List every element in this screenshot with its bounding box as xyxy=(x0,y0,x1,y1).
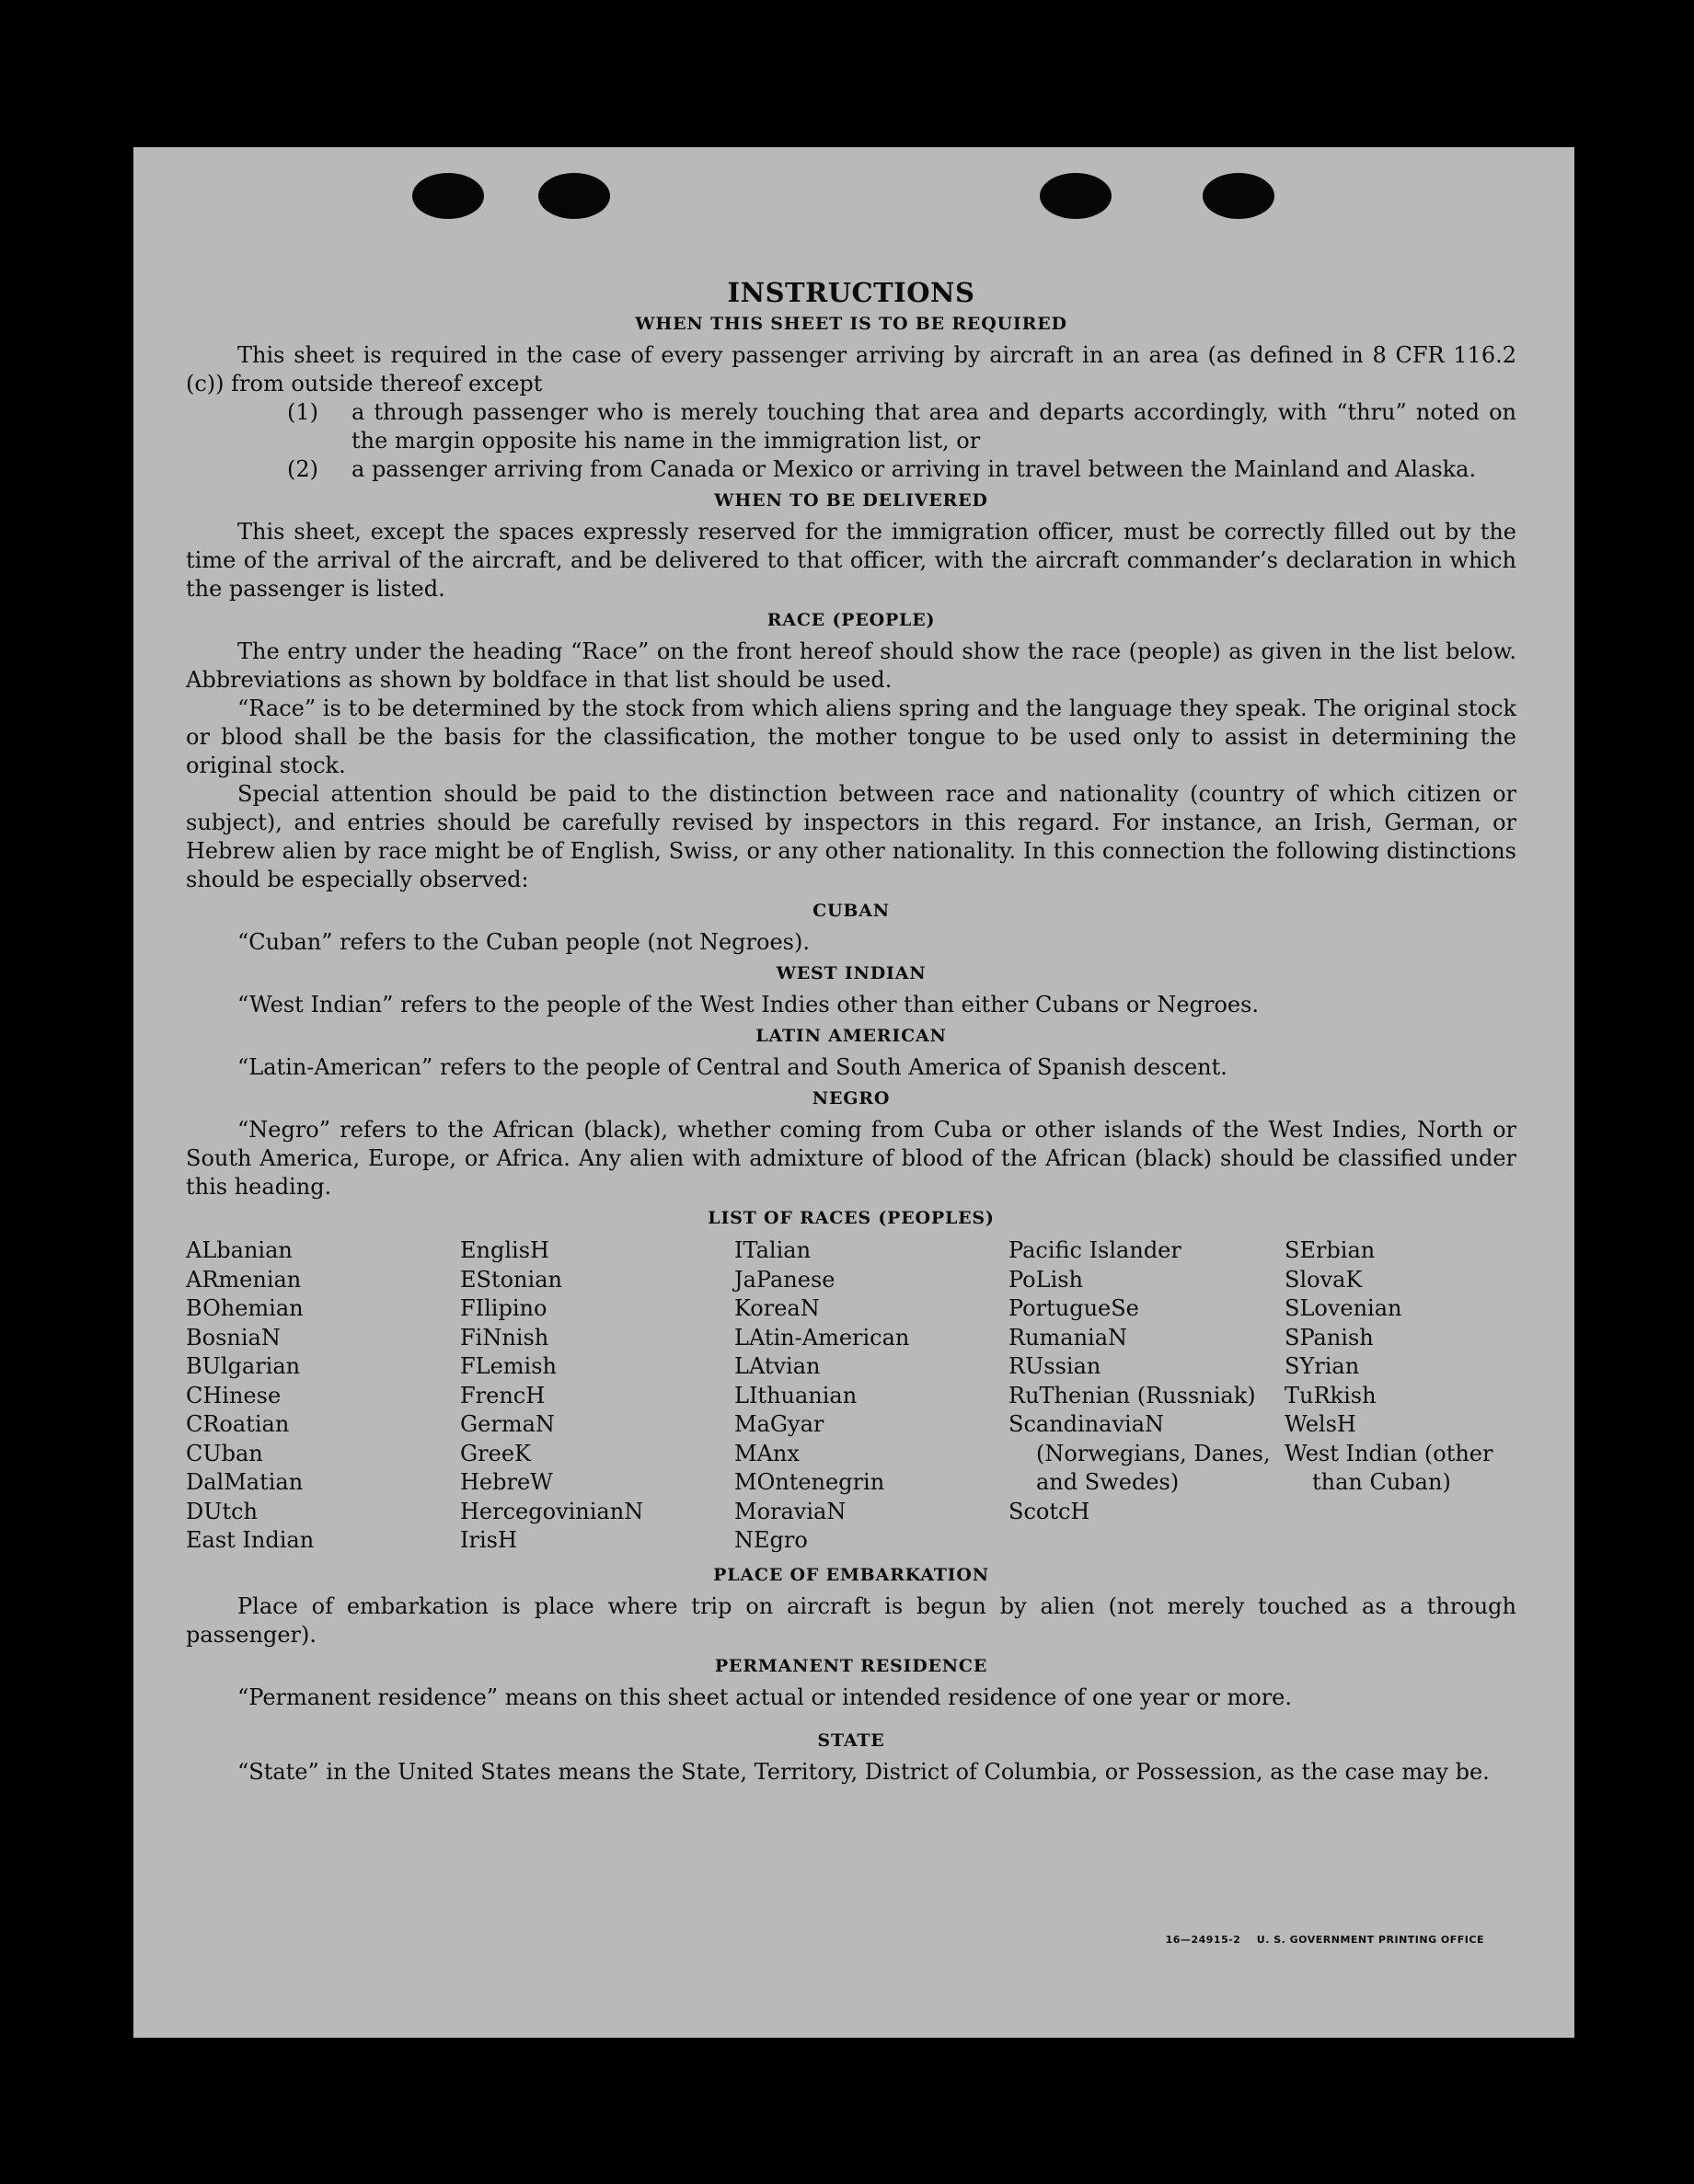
race-item: HercegovinianN xyxy=(460,1498,644,1524)
race-column-4 xyxy=(1008,1236,1285,1556)
printer-name: U. S. GOVERNMENT PRINTING OFFICE xyxy=(1256,1934,1484,1946)
race-item: LIthuanian xyxy=(734,1382,858,1408)
delivered-paragraph: This sheet, except the spaces expressly reserved for the immigration officer, must be correctly filled out by the time of the arrival of the aircraft, and be delivered to that officer, with the aircraft commander’s declaration in which the passenger is listed. xyxy=(186,519,1516,602)
section-heading-residence: PERMANENT RESIDENCE xyxy=(714,1655,988,1676)
race-item: ScandinaviaN (Norwegians, Danes, and Swedes) xyxy=(1008,1411,1271,1495)
race-item: FLemish xyxy=(460,1353,557,1379)
document-sheet xyxy=(133,147,1574,2038)
race-item: Pacific Islander xyxy=(1008,1237,1181,1263)
race-item: West Indian (other than Cuban) xyxy=(1285,1440,1493,1495)
race-item: SYrian xyxy=(1285,1353,1360,1379)
negro-paragraph: “Negro” refers to the African (black), whether coming from Cuba or other islands of the West Indies, North or South America, Europe, or Africa. Any alien with admixture of blood of the African (black) should be classified under this heading. xyxy=(186,1117,1516,1200)
race-item: NEgro xyxy=(734,1527,808,1553)
race-item: LAtvian xyxy=(734,1353,821,1379)
race-item: JaPanese xyxy=(734,1266,835,1293)
race-paragraph-3: Special attention should be paid to the distinction between race and nationality (country of which citizen or subject), and entries should be carefully revised by inspectors in this regard. For instance, an Irish, German, or Hebrew alien by race might be of English, Swiss, or any other nationality. In this connection the following distinctions should be especially observed: xyxy=(186,781,1516,892)
race-item: ScotcH xyxy=(1008,1498,1090,1524)
exception-item xyxy=(186,398,1516,455)
race-item: ARmenian xyxy=(186,1266,302,1293)
race-item: EnglisH xyxy=(460,1237,549,1263)
race-item: WelsH xyxy=(1285,1411,1356,1437)
race-column-3 xyxy=(734,1236,1008,1556)
race-item: CRoatian xyxy=(186,1411,290,1437)
race-paragraph-2: “Race” is to be determined by the stock from which aliens spring and the language they speak. The original stock or blood shall be the basis for the classification, the mother tongue to be used only to assist in determining the original stock. xyxy=(186,695,1516,778)
punch-hole xyxy=(538,173,610,219)
race-column-5 xyxy=(1285,1236,1516,1556)
race-item: East Indian xyxy=(186,1527,315,1553)
race-item: MOntenegrin xyxy=(734,1469,885,1495)
section-heading-list-of-races: LIST OF RACES (PEOPLES) xyxy=(708,1208,995,1228)
race-item: LAtin-American xyxy=(734,1324,910,1351)
section-heading-negro: NEGRO xyxy=(812,1088,891,1109)
exception-number: (1) xyxy=(287,399,318,425)
exception-number: (2) xyxy=(287,456,318,482)
race-item: SErbian xyxy=(1285,1237,1376,1263)
race-item: IrisH xyxy=(460,1527,517,1553)
race-item: SlovaK xyxy=(1285,1266,1363,1293)
exception-text: a through passenger who is merely touching that area and departs accordingly, with “thru” noted on the margin opposite his name in the immigration list, or xyxy=(351,399,1516,454)
exception-text: a passenger arriving from Canada or Mexico or arriving in travel between the Mainland and Alaska. xyxy=(351,456,1477,482)
printer-imprint xyxy=(1166,1934,1484,1946)
race-item: SPanish xyxy=(1285,1324,1374,1351)
race-item: RUssian xyxy=(1008,1353,1101,1379)
section-heading-required: WHEN THIS SHEET IS TO BE REQUIRED xyxy=(635,314,1067,334)
page-title: INSTRUCTIONS xyxy=(727,277,975,308)
race-item: FrencH xyxy=(460,1382,546,1408)
race-item: ALbanian xyxy=(186,1237,293,1263)
race-item: EStonian xyxy=(460,1266,562,1293)
latin-american-paragraph: “Latin-American” refers to the people of Central and South America of Spanish descent. xyxy=(237,1054,1227,1080)
required-paragraph: This sheet is required in the case of every passenger arriving by aircraft in an area (as defined in 8 CFR 116.2 (c)) from outside thereof except xyxy=(186,342,1516,397)
exception-item xyxy=(186,455,1516,484)
embarkation-paragraph: Place of embarkation is place where trip on aircraft is begun by alien (not merely touched as a through passenger). xyxy=(186,1592,1516,1648)
race-item: GreeK xyxy=(460,1440,531,1466)
cuban-paragraph: “Cuban” refers to the Cuban people (not Negroes). xyxy=(237,929,810,955)
race-item: BosniaN xyxy=(186,1324,281,1351)
race-item: PortugueSe xyxy=(1008,1295,1139,1321)
punch-hole xyxy=(1203,173,1274,219)
race-item: PoLish xyxy=(1008,1266,1084,1293)
race-list xyxy=(186,1236,1516,1556)
race-item: RumaniaN xyxy=(1008,1324,1128,1351)
section-heading-delivered: WHEN TO BE DELIVERED xyxy=(714,490,988,511)
race-item: BOhemian xyxy=(186,1295,304,1321)
race-item: MaGyar xyxy=(734,1411,824,1437)
form-code: 16—24915-2 xyxy=(1165,1934,1241,1946)
section-heading-embarkation: PLACE OF EMBARKATION xyxy=(713,1564,989,1585)
race-item: KoreaN xyxy=(734,1295,820,1321)
race-item: TuRkish xyxy=(1285,1382,1377,1408)
race-item: BUlgarian xyxy=(186,1353,301,1379)
punch-hole xyxy=(1040,173,1112,219)
state-paragraph: “State” in the United States means the State, Territory, District of Columbia, or Possession, as the case may be. xyxy=(237,1758,1490,1785)
race-item: SLovenian xyxy=(1285,1295,1402,1321)
race-item: ITalian xyxy=(734,1237,812,1263)
race-item: FIlipino xyxy=(460,1295,547,1321)
section-heading-latin-american: LATIN AMERICAN xyxy=(755,1026,947,1046)
race-item: CUban xyxy=(186,1440,263,1466)
race-item: DUtch xyxy=(186,1498,259,1524)
race-item: MoraviaN xyxy=(734,1498,847,1524)
residence-paragraph: “Permanent residence” means on this sheet actual or intended residence of one year or more. xyxy=(237,1684,1292,1710)
race-item: HebreW xyxy=(460,1469,553,1495)
race-item: DalMatian xyxy=(186,1469,304,1495)
race-item: GermaN xyxy=(460,1411,555,1437)
punch-hole xyxy=(412,173,484,219)
section-heading-west-indian: WEST INDIAN xyxy=(776,963,927,983)
section-heading-race: RACE (PEOPLE) xyxy=(766,610,936,630)
instructions-body xyxy=(186,279,1516,1787)
race-item: RuThenian (Russniak) xyxy=(1008,1382,1256,1408)
race-column-1 xyxy=(186,1236,460,1556)
section-heading-cuban: CUBAN xyxy=(812,901,890,921)
race-item: MAnx xyxy=(734,1440,800,1466)
west-indian-paragraph: “West Indian” refers to the people of the West Indies other than either Cubans or Negroes. xyxy=(237,992,1260,1017)
race-paragraph-1: The entry under the heading “Race” on the front hereof should show the race (people) as given in the list below. Abbreviations as shown by boldface in that list should be used. xyxy=(186,638,1516,693)
race-item: CHinese xyxy=(186,1382,282,1408)
race-column-2 xyxy=(460,1236,734,1556)
section-heading-state: STATE xyxy=(817,1730,885,1751)
race-item: FiNnish xyxy=(460,1324,549,1351)
